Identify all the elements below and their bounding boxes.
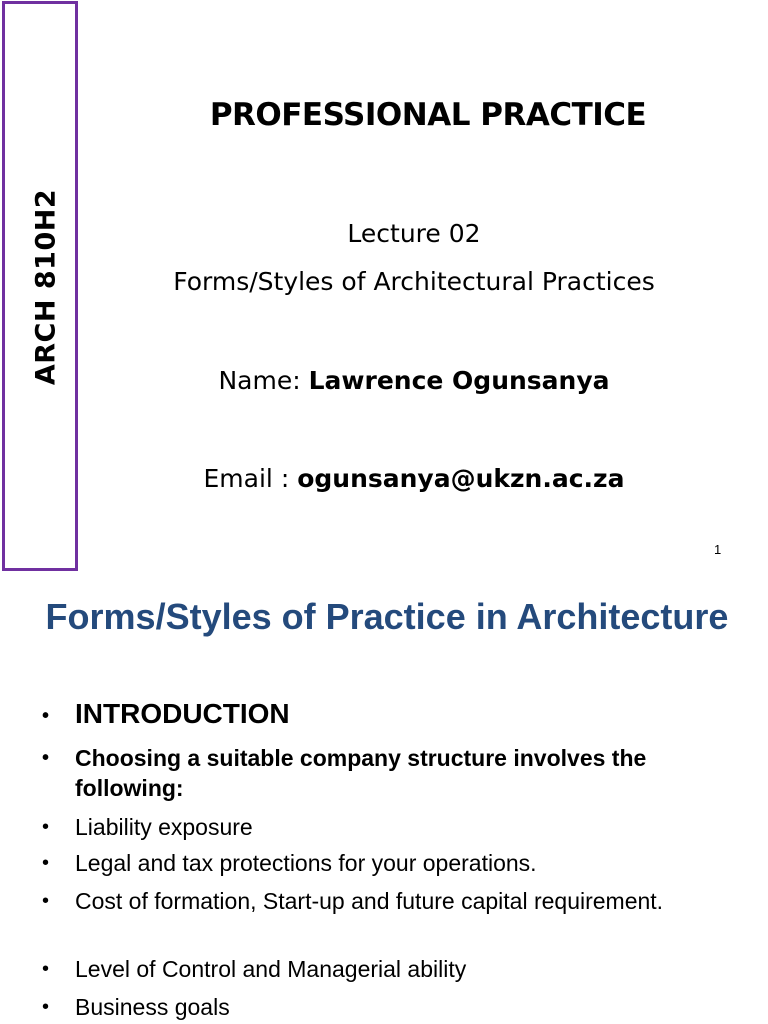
bullet-icon: • [42, 705, 50, 727]
bullet-icon: • [42, 852, 50, 874]
page-number: 1 [714, 542, 722, 557]
name-label: Name: [218, 366, 309, 395]
lecturer-name-line [60, 366, 768, 395]
page-title: PROFESSIONAL PRACTICE [209, 97, 647, 133]
list-item [0, 812, 768, 842]
list-item-text: Cost of formation, Start-up and future capital requirement. [75, 888, 664, 914]
lecture-topic: Forms/Styles of Architectural Practices [173, 267, 655, 296]
bullet-icon: • [42, 958, 50, 980]
list-item-introduction [0, 699, 768, 729]
lecturer-email[interactable]: ogunsanya@ukzn.ac.za [297, 464, 625, 493]
bullet-icon: • [42, 747, 50, 769]
lecture-number: Lecture 02 [347, 219, 481, 248]
list-item [0, 992, 768, 1022]
list-item [0, 848, 768, 878]
bullet-icon: • [42, 996, 50, 1018]
list-item-text: Choosing a suitable company structure involves the following: [75, 745, 647, 801]
list-item [0, 886, 768, 916]
course-code: ARCH 810H2 [30, 188, 62, 386]
list-item [0, 954, 768, 984]
bullet-icon: • [42, 816, 50, 838]
slide-content [0, 580, 768, 1024]
list-item-text: INTRODUCTION [75, 698, 290, 729]
slide-title: Forms/Styles of Practice in Architecture [45, 596, 729, 637]
list-item-text: Liability exposure [75, 814, 253, 840]
bullet-icon: • [42, 890, 50, 912]
lecturer-email-line [60, 464, 768, 493]
lecturer-name: Lawrence Ogunsanya [308, 366, 610, 395]
list-item-text: Legal and tax protections for your operations. [75, 850, 537, 876]
email-label: Email : [203, 464, 298, 493]
list-item [0, 743, 768, 803]
list-item-text: Level of Control and Managerial ability [75, 956, 467, 982]
list-item-text: Business goals [75, 994, 230, 1020]
